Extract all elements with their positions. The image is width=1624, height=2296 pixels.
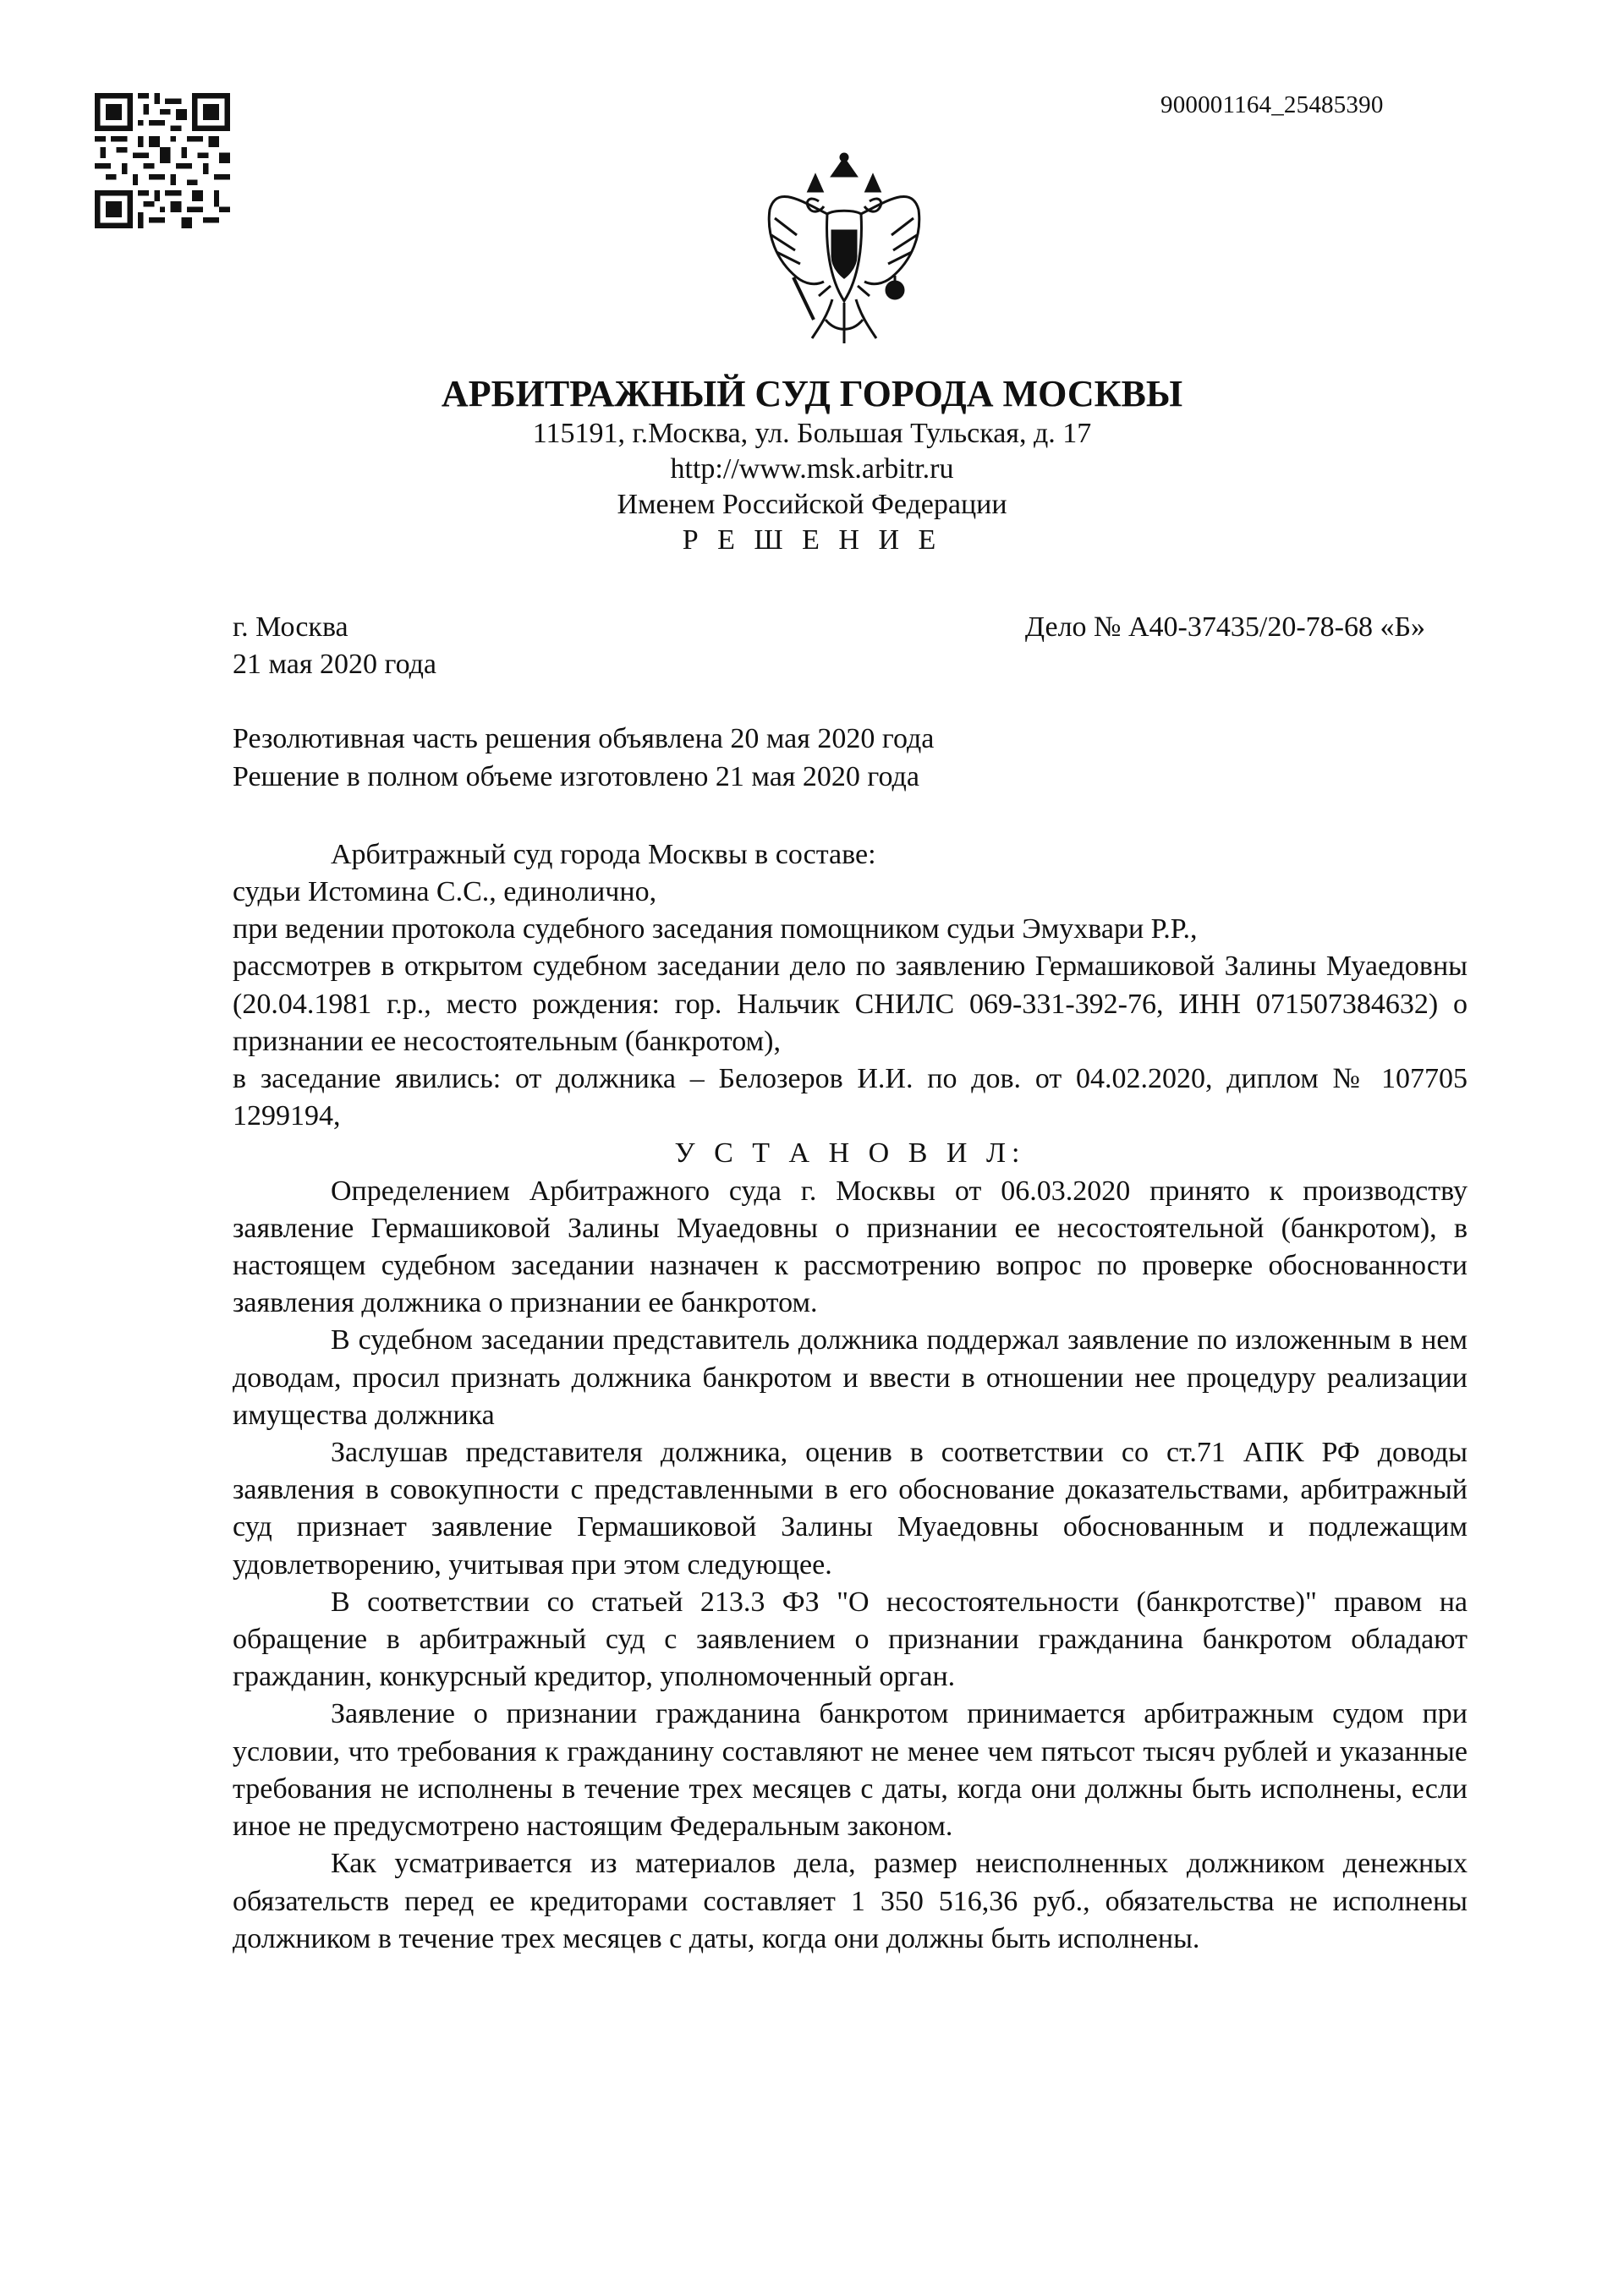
case-number: Дело № А40-37435/20-78-68 «Б»	[1024, 611, 1425, 643]
paragraph: В соответствии со статьей 213.3 ФЗ "О несостоятельности (банкротстве)" правом на обращение в арбитражный суд с заявлением о признании гражданина банкротом обладают гражданин, конкурсный кредитор, уполномоченный орган.	[233, 1586, 1468, 1693]
case-consideration-line: рассмотрев в открытом судебном заседании дело по заявлению Гермашиковой Залины Муаедовны (20.04.1981 г.р., место рождения: гор. Нальчик СНИЛС 069-331-392-76, ИНН 071507384632) о признании ее несостоятельным (банкротом),	[233, 951, 1468, 1057]
document-body	[233, 609, 1468, 1958]
attendance-line: в заседание явились: от должника – Белозеров И.И. по дов. от 04.02.2020, диплом № 107705 1299194,	[233, 1063, 1468, 1132]
document-id: 900001164_25485390	[1160, 91, 1384, 118]
court-header	[0, 372, 1624, 558]
coat-of-arms-icon	[760, 151, 929, 353]
paragraph: Как усматривается из материалов дела, размер неисполненных должником денежных обязательств перед ее кредиторами составляет 1 350 516,36 руб., обязательства не исполнены должником в течение трех месяцев с даты, когда они должны быть исполнены.	[233, 1848, 1468, 1954]
protocol-line: при ведении протокола судебного заседания помощником судьи Эмухвари Р.Р.,	[233, 913, 1198, 945]
paragraph: В судебном заседании представитель должника поддержал заявление по изложенным в нем доводам, просил признать должника банкротом и ввести в отношении нее процедуру реализации имущества должника	[233, 1324, 1468, 1431]
in-name-of-line: Именем Российской Федерации	[617, 489, 1007, 520]
judge-line: судьи Истомина С.С., единолично,	[233, 876, 657, 908]
resolution-announced: Резолютивная часть решения объявлена 20 мая 2020 года	[233, 723, 935, 755]
qr-code-icon	[95, 93, 230, 228]
paragraph: Заявление о признании гражданина банкротом принимается арбитражным судом при условии, что требования к гражданину составляют не менее чем пятьсот тысяч рублей и указанные требования не исполнены в течение трех месяцев с даты, когда они должны быть исполнены, если иное не предусмотрено настоящим Федеральным законом.	[233, 1698, 1468, 1843]
decision-full-date: Решение в полном объеме изготовлено 21 мая 2020 года	[233, 760, 919, 792]
decision-date: 21 мая 2020 года	[233, 649, 437, 681]
composition-line: Арбитражный суд города Москвы в составе:	[331, 838, 876, 870]
decision-title: Р Е Ш Е Н И Е	[682, 524, 942, 556]
city-case-row	[233, 609, 1468, 646]
paragraph: Определением Арбитражного суда г. Москвы от 06.03.2020 принято к производству заявление Гермашиковой Залины Муаедовны о признании ее несостоятельной (банкротом), в настоящем судебном заседании назначен к рассмотрению вопрос по проверке обоснованности заявления должника о признании ее банкротом.	[233, 1175, 1468, 1319]
paragraph: Заслушав представителя должника, оценив в соответствии со ст.71 АПК РФ доводы заявления в совокупности с представленными в его обоснование доказательствами, арбитражный суд признает заявление Гермашиковой Залины Муаедовны обоснованным и подлежащим удовлетворению, учитывая при этом следующее.	[233, 1437, 1468, 1581]
court-address: 115191, г.Москва, ул. Большая Тульская, д. 17	[532, 418, 1092, 449]
city: г. Москва	[233, 611, 348, 643]
court-name: АРБИТРАЖНЫЙ СУД ГОРОДА МОСКВЫ	[441, 373, 1183, 414]
established-title: У С Т А Н О В И Л:	[674, 1137, 1026, 1170]
court-website: http://www.msk.arbitr.ru	[670, 453, 954, 485]
